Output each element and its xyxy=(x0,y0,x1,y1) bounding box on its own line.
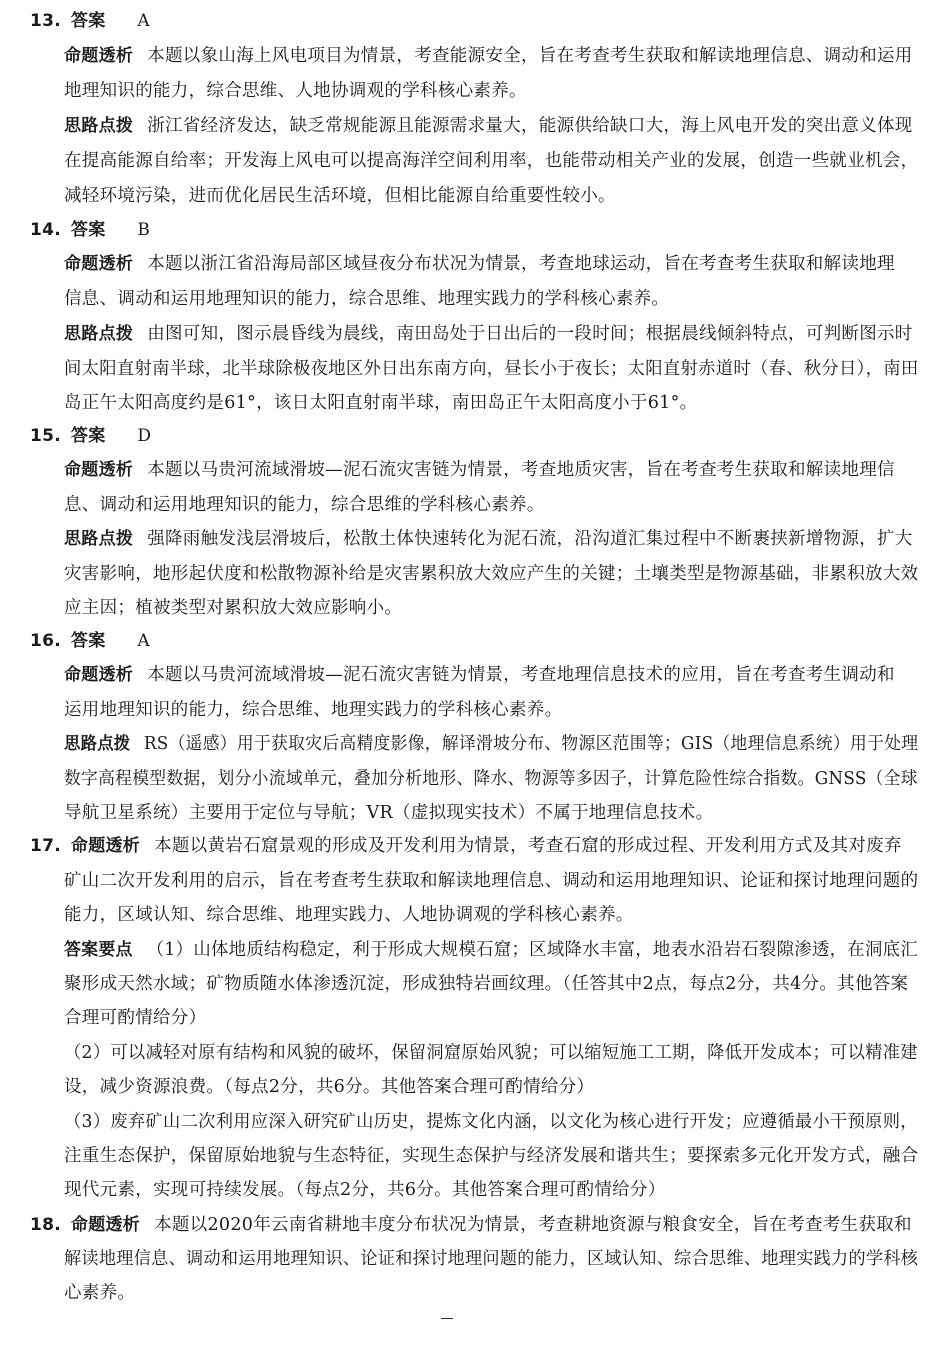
analysis-label: 命题透析 xyxy=(64,460,134,480)
q13-approach-cont xyxy=(64,181,616,211)
q17-part3-line xyxy=(64,1107,918,1137)
text: 息、调动和运用地理知识的能力，综合思维的学科核心素养。 xyxy=(64,495,545,515)
q15-analysis-line xyxy=(64,455,895,485)
text: 心素养。 xyxy=(64,1283,136,1303)
text: 数字高程模型数据，划分小流域单元，叠加分析地形、降水、物源等多因子，计算危险性综合指数。GNSS（全球 xyxy=(64,769,918,789)
q16-analysis-cont xyxy=(64,695,562,725)
question-number: 16. xyxy=(30,631,62,651)
q18-analysis-line xyxy=(30,1210,912,1240)
q16-approach-cont xyxy=(64,798,713,828)
q13-analysis-line xyxy=(64,41,913,71)
answer-label: 答案 xyxy=(70,426,106,446)
analysis-text: 本题以马贵河流域滑坡—泥石流灾害链为情景，考查地质灾害，旨在考查考生获取和解读地理信 xyxy=(147,460,895,480)
text: 岛正午太阳高度约是61°，该日太阳直射南半球，南田岛正午太阳高度小于61°。 xyxy=(64,393,698,413)
text: 减轻环境污染，进而优化居民生活环境，但相比能源自给重要性较小。 xyxy=(64,186,616,206)
answer-value: B xyxy=(137,220,151,240)
approach-label: 思路点拨 xyxy=(64,734,131,754)
q17-analysis-cont xyxy=(64,866,918,896)
q17-analysis-cont xyxy=(64,900,634,930)
analysis-text: 本题以马贵河流域滑坡—泥石流灾害链为情景，考查地理信息技术的应用，旨在考查考生调动和 xyxy=(147,665,895,685)
q17-key-points-cont xyxy=(64,1003,206,1033)
text: 应主因；植被类型对累积放大效应影响小。 xyxy=(64,598,403,618)
analysis-text: 本题以黄岩石窟景观的形成及开发利用为情景，考查石窟的形成过程、开发利用方式及其对废弃 xyxy=(154,836,902,856)
analysis-label: 命题透析 xyxy=(64,46,134,66)
q17-key-points-cont xyxy=(64,969,908,999)
question-number: 18. xyxy=(30,1215,62,1235)
question-number: 17. xyxy=(30,836,62,856)
q13-analysis-cont xyxy=(64,76,527,106)
q16-approach-line xyxy=(64,729,918,759)
q15-approach-line xyxy=(64,524,913,554)
q14-approach-cont xyxy=(64,354,918,384)
text: 地理知识的能力，综合思维、人地协调观的学科核心素养。 xyxy=(64,81,527,101)
q16-answer-line xyxy=(30,626,150,656)
approach-text: 强降雨触发浅层滑坡后，松散土体快速转化为泥石流，沿沟道汇集过程中不断裹挟新增物源，扩大 xyxy=(147,529,913,549)
q14-answer-line xyxy=(30,215,150,245)
analysis-text: 本题以象山海上风电项目为情景，考查能源安全，旨在考查考生获取和解读地理信息、调动和运用 xyxy=(147,46,913,66)
text: （3）废弃矿山二次利用应深入研究矿山历史，提炼文化内涵，以文化为核心进行开发；应遵循最小干预原则， xyxy=(64,1112,918,1132)
question-number: 13. xyxy=(30,11,62,31)
analysis-label: 命题透析 xyxy=(64,665,134,685)
q18-analysis-cont xyxy=(64,1278,135,1308)
text: 灾害影响，地形起伏度和松散物源补给是灾害累积放大效应产生的关键；土壤类型是物源基础，非累积放大效 xyxy=(64,564,919,584)
analysis-text: 本题以2020年云南省耕地丰度分布状况为情景，考查耕地资源与粮食安全，旨在考查考生获取和 xyxy=(154,1215,912,1235)
q17-part3-cont xyxy=(64,1175,666,1205)
answer-label: 答案 xyxy=(70,220,106,240)
q18-analysis-cont xyxy=(64,1244,918,1274)
text: 合理可酌情给分） xyxy=(64,1008,207,1028)
q15-answer-line xyxy=(30,421,151,451)
text: 解读地理信息、调动和运用地理知识、论证和探讨地理问题的能力，区域认知、综合思维、地理实践力的学科核 xyxy=(64,1249,919,1269)
approach-text: 浙江省经济发达，缺乏常规能源且能源需求量大，能源供给缺口大，海上风电开发的突出意义体现 xyxy=(147,116,913,136)
key-points-label: 答案要点 xyxy=(64,940,133,960)
q17-key-points-line xyxy=(64,935,918,965)
key-points-text: （1）山体地质结构稳定，利于形成大规模石窟；区域降水丰富，地表水沿岩石裂隙渗透，在洞底汇 xyxy=(146,940,919,960)
text: （2）可以减轻对原有结构和风貌的破坏，保留洞窟原始风貌；可以缩短施工工期，降低开发成本；可以精准建 xyxy=(64,1043,918,1063)
q14-analysis-line xyxy=(64,249,895,279)
approach-label: 思路点拨 xyxy=(64,324,134,344)
analysis-label: 命题透析 xyxy=(70,836,141,856)
q17-part2-line xyxy=(64,1038,918,1068)
q14-analysis-cont xyxy=(64,284,669,314)
page-footer-dash xyxy=(441,1318,453,1319)
q15-analysis-cont xyxy=(64,490,545,520)
question-number: 14. xyxy=(30,220,62,240)
analysis-text: 本题以浙江省沿海局部区域昼夜分布状况为情景，考查地球运动，旨在考查考生获取和解读地理 xyxy=(147,254,895,274)
text: 在提高能源自给率；开发海上风电可以提高海洋空间利用率，也能带动相关产业的发展，创造一些就业机会， xyxy=(64,151,919,171)
q15-approach-cont xyxy=(64,593,402,623)
q16-analysis-line xyxy=(64,660,895,690)
q14-approach-cont xyxy=(64,388,697,418)
text: 间太阳直射南半球，北半球除极夜地区外日出东南方向，昼长小于夜长；太阳直射赤道时（春、秋分日），南田 xyxy=(64,359,919,379)
q13-answer-line xyxy=(30,6,150,36)
q17-part2-cont xyxy=(64,1072,594,1102)
answer-value: A xyxy=(137,631,150,651)
text: 能力，区域认知、综合思维、地理实践力、人地协调观的学科核心素养。 xyxy=(64,905,634,925)
answer-value: A xyxy=(137,11,150,31)
q13-approach-line xyxy=(64,111,913,141)
q14-approach-line xyxy=(64,319,913,349)
approach-text: 由图可知，图示晨昏线为晨线，南田岛处于日出后的一段时间；根据晨线倾斜特点，可判断图示时 xyxy=(147,324,913,344)
q16-approach-cont xyxy=(64,764,918,794)
answer-label: 答案 xyxy=(70,11,106,31)
q13-approach-cont xyxy=(64,146,918,176)
answer-label: 答案 xyxy=(70,631,106,651)
text: 信息、调动和运用地理知识的能力，综合思维、地理实践力的学科核心素养。 xyxy=(64,289,670,309)
text: 矿山二次开发利用的启示，旨在考查考生获取和解读地理信息、调动和运用地理知识、论证和探讨地理问题的 xyxy=(64,871,919,891)
q17-part3-cont xyxy=(64,1141,918,1171)
analysis-label: 命题透析 xyxy=(70,1215,141,1235)
q17-analysis-line xyxy=(30,831,902,861)
text: 导航卫星系统）主要用于定位与导航；VR（虚拟现实技术）不属于地理信息技术。 xyxy=(64,803,714,823)
text: 运用地理知识的能力，综合思维、地理实践力的学科核心素养。 xyxy=(64,700,563,720)
answer-value: D xyxy=(137,426,152,446)
text: 聚形成天然水域；矿物质随水体渗透沉淀，形成独特岩画纹理。（任答其中2点，每点2分，共4分。其他答案 xyxy=(64,974,909,994)
q15-approach-cont xyxy=(64,559,918,589)
analysis-label: 命题透析 xyxy=(64,254,134,274)
approach-label: 思路点拨 xyxy=(64,529,134,549)
question-number: 15. xyxy=(30,426,62,446)
text: 现代元素，实现可持续发展。（每点2分，共6分。其他答案合理可酌情给分） xyxy=(64,1180,666,1200)
approach-text: RS（遥感）用于获取灾后高精度影像，解译滑坡分布、物源区范围等；GIS（地理信息系统）用于处理 xyxy=(143,734,919,754)
text: 设，减少资源浪费。（每点2分，共6分。其他答案合理可酌情给分） xyxy=(64,1077,595,1097)
approach-label: 思路点拨 xyxy=(64,116,134,136)
text: 注重生态保护，保留原始地貌与生态特征，实现生态保护与经济发展和谐共生；要探索多元化开发方式，融合 xyxy=(64,1146,919,1166)
